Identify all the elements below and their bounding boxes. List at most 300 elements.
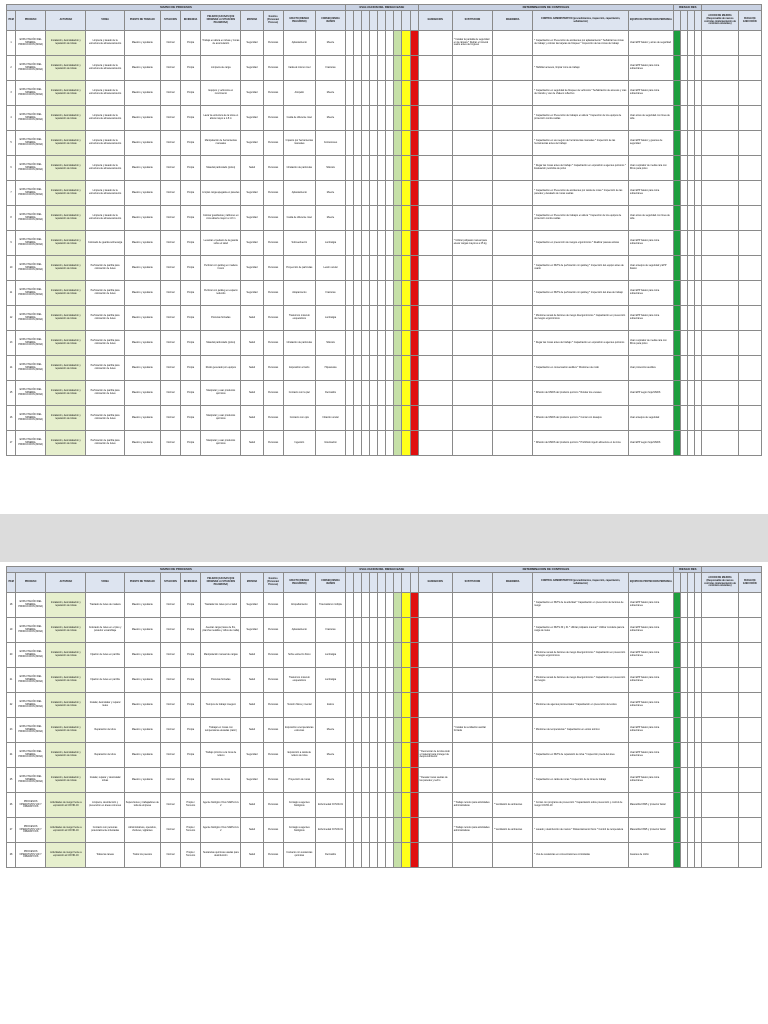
- situacion-cell: Normal: [160, 793, 180, 818]
- eval-cell: [410, 718, 418, 743]
- eval-cell: [386, 743, 394, 768]
- fecha-cell: [738, 56, 761, 81]
- eval-cell: [354, 56, 362, 81]
- eval-cell: [402, 131, 410, 156]
- eval-cell: [354, 406, 362, 431]
- eval-cell: [362, 181, 370, 206]
- actividad-cell: Instalación, desinstalación y reparación de tolvas: [46, 693, 86, 718]
- eval-cell: [346, 31, 354, 56]
- eval-cell: [362, 618, 370, 643]
- eval-cell: [410, 643, 418, 668]
- consecuencia-cell: Lumbalgia: [315, 231, 345, 256]
- fecha-cell: [738, 81, 761, 106]
- eval-cell: [410, 331, 418, 356]
- residual-cell: [674, 406, 681, 431]
- ingenieria-cell: * Ventilación de ambientes: [493, 818, 533, 843]
- control-admin-cell: * Capacitación en Prevención de accidentes por aplastamiento * Señalizar las zonas de trabajo y colocar las tarjetas de bloqueo * Inspección de las zonas de trabajo: [533, 31, 629, 56]
- table-row: [7, 793, 762, 818]
- control-admin-cell: * Lavado y desinfección de manos * Distanciamiento físico * Control de temperatura: [533, 818, 629, 843]
- efecto-cell: Exposición a temperaturas extremas: [283, 718, 315, 743]
- control-admin-cell: * Capacitación en prevención de riesgos ergonómicos * Realizar pausas activas: [533, 231, 629, 256]
- col-header-fecha: FECHA DE EJECUCIÓN: [738, 573, 761, 593]
- residual-cell: [674, 381, 681, 406]
- residual-cell: [681, 793, 688, 818]
- materia-cell: Seguridad: [241, 256, 263, 281]
- col-header-eval: [378, 11, 386, 31]
- residual-cell: [681, 231, 688, 256]
- eval-cell: [378, 56, 386, 81]
- eval-cell: [394, 131, 402, 156]
- item-cell: 16: [7, 406, 16, 431]
- eval-cell: [394, 156, 402, 181]
- ingenieria-cell: [493, 593, 533, 618]
- sustitucion-cell: [452, 131, 492, 156]
- eval-cell: [386, 331, 394, 356]
- consecuencia-cell: Traumatismo múltiple: [315, 593, 345, 618]
- puesto-cell: Maestro y ayudante: [124, 431, 160, 456]
- eval-cell: [346, 206, 354, 231]
- col-header-res: [681, 573, 688, 593]
- col-header-res: [695, 573, 702, 593]
- consecuencia-cell: Fracturas: [315, 281, 345, 306]
- eval-cell: [362, 406, 370, 431]
- epp-cell: Usar arnés de seguridad con línea de vida: [628, 106, 673, 131]
- column-header-row: [7, 573, 762, 593]
- actividad-cell: Actividades de riesgo frente a exposición al COVID-19: [46, 793, 86, 818]
- item-cell: 26: [7, 793, 16, 818]
- eval-cell: [386, 768, 394, 793]
- epp-cell: Usar EPP básico para mina subterránea: [628, 743, 673, 768]
- consecuencia-cell: Muerte: [315, 31, 345, 56]
- table-row: [7, 131, 762, 156]
- puesto-cell: Maestro y ayudante: [124, 206, 160, 231]
- puesto-cell: Maestro y ayudante: [124, 768, 160, 793]
- efecto-cell: Aplastamiento: [283, 618, 315, 643]
- eventos-cell: Personas: [263, 768, 283, 793]
- item-cell: 15: [7, 381, 16, 406]
- eventos-cell: Personas: [263, 668, 283, 693]
- eval-cell: [386, 231, 394, 256]
- residual-cell: [695, 206, 702, 231]
- table-row: [7, 281, 762, 306]
- consecuencia-cell: Dermatitis: [315, 381, 345, 406]
- eval-cell: [410, 156, 418, 181]
- tarea-cell: Limpieza y lavado de la estructura de almacenamiento: [86, 156, 124, 181]
- residual-cell: [688, 181, 695, 206]
- efecto-cell: Trastornos músculo esqueléticos: [283, 668, 315, 693]
- eval-cell: [354, 693, 362, 718]
- eval-cell: [346, 56, 354, 81]
- residual-cell: [681, 643, 688, 668]
- accion-cell: [702, 793, 738, 818]
- eliminacion-cell: [418, 356, 452, 381]
- eval-cell: [410, 843, 418, 868]
- col-header-eval: [394, 11, 402, 31]
- eval-cell: [394, 818, 402, 843]
- residual-cell: [695, 768, 702, 793]
- iperc-table-page-1: [6, 4, 762, 456]
- proceso-cell: EXPLOTACIÓN DEL MINERAL PRODUCCIÓN (MINA): [16, 106, 46, 131]
- control-admin-cell: * Capacitación en Prevención de accidentes por caída de rocas * Inspección de las paredes y desatado de rocas sueltas: [533, 181, 629, 206]
- item-cell: 20: [7, 643, 16, 668]
- incidencia-cell: Propia: [181, 306, 201, 331]
- eval-cell: [402, 231, 410, 256]
- residual-cell: [688, 743, 695, 768]
- situacion-cell: Normal: [160, 618, 180, 643]
- table-row: [7, 718, 762, 743]
- eventos-cell: Personas: [263, 231, 283, 256]
- eval-cell: [370, 181, 378, 206]
- eval-cell: [362, 306, 370, 331]
- sustitucion-cell: [452, 743, 492, 768]
- proceso-cell: PROCESOS OPERATIVOS VID Y OPERATIVOS: [16, 818, 46, 843]
- residual-cell: [695, 306, 702, 331]
- incidencia-cell: Propia: [181, 231, 201, 256]
- efecto-cell: Sobre esfuerzo físico: [283, 643, 315, 668]
- sustitucion-cell: * Utilizar polipasto manual para elevar cargas mayores a 25 kg: [452, 231, 492, 256]
- residual-cell: [674, 131, 681, 156]
- eval-cell: [386, 593, 394, 618]
- table-row: [7, 356, 762, 381]
- residual-cell: [681, 181, 688, 206]
- eval-cell: [402, 818, 410, 843]
- proceso-cell: EXPLOTACIÓN DEL MINERAL PRODUCCIÓN (MINA): [16, 431, 46, 456]
- fecha-cell: [738, 131, 761, 156]
- col-header-eval: [386, 573, 394, 593]
- eval-cell: [354, 106, 362, 131]
- fecha-cell: [738, 743, 761, 768]
- sustitucion-cell: [452, 843, 492, 868]
- accion-cell: [702, 743, 738, 768]
- actividad-cell: Instalación, desinstalación y reparación de tolvas: [46, 356, 86, 381]
- eval-cell: [410, 131, 418, 156]
- eval-cell: [402, 306, 410, 331]
- tarea-cell: Limpieza y lavado de la estructura de almacenamiento: [86, 206, 124, 231]
- ingenieria-cell: [493, 31, 533, 56]
- efecto-cell: Caída de diferente nivel: [283, 206, 315, 231]
- item-cell: 25: [7, 768, 16, 793]
- eval-cell: [346, 381, 354, 406]
- eval-cell: [386, 81, 394, 106]
- actividad-cell: Instalación, desinstalación y reparación de tolvas: [46, 718, 86, 743]
- residual-cell: [688, 768, 695, 793]
- eval-cell: [378, 668, 386, 693]
- eval-cell: [370, 81, 378, 106]
- sustitucion-cell: [452, 693, 492, 718]
- eval-cell: [354, 793, 362, 818]
- peligro-cell: Colocar guardavías y tablones en zona abierta mayor a 1.8 m: [201, 206, 241, 231]
- tarea-cell: Limpieza y lavado de la estructura de almacenamiento: [86, 106, 124, 131]
- eval-cell: [410, 31, 418, 56]
- sustitucion-cell: [452, 381, 492, 406]
- situacion-cell: Normal: [160, 693, 180, 718]
- consecuencia-cell: Estrés: [315, 693, 345, 718]
- ingenieria-cell: [493, 618, 533, 643]
- eval-cell: [410, 743, 418, 768]
- consecuencia-cell: Silicosis: [315, 156, 345, 181]
- table-row: [7, 106, 762, 131]
- situacion-cell: Normal: [160, 181, 180, 206]
- eval-cell: [394, 718, 402, 743]
- tarea-cell: Todas las tareas: [86, 843, 124, 868]
- control-admin-cell: * Capacitación en PETS de perforación con jackleg * Inspección del área de trabajo: [533, 281, 629, 306]
- eliminacion-cell: [418, 818, 452, 843]
- col-header-eval: [394, 573, 402, 593]
- eval-cell: [394, 256, 402, 281]
- proceso-cell: EXPLOTACIÓN DEL MINERAL PRODUCCIÓN (MINA): [16, 381, 46, 406]
- puesto-cell: Maestro y ayudante: [124, 156, 160, 181]
- item-cell: 13: [7, 331, 16, 356]
- fecha-cell: [738, 256, 761, 281]
- residual-cell: [681, 693, 688, 718]
- incidencia-cell: Propia: [181, 56, 201, 81]
- consecuencia-cell: Dermatitis: [315, 843, 345, 868]
- actividad-cell: Actividades de riesgo frente a exposición al COVID-19: [46, 818, 86, 843]
- eval-cell: [386, 106, 394, 131]
- tarea-cell: Contacto con personas potencialmente infectadas: [86, 818, 124, 843]
- item-cell: 18: [7, 593, 16, 618]
- col-header-fecha: FECHA DE EJECUCIÓN: [738, 11, 761, 31]
- table-row: [7, 668, 762, 693]
- residual-cell: [681, 156, 688, 181]
- efecto-cell: Contacto con sustancias químicas: [283, 843, 315, 868]
- table-row: [7, 818, 762, 843]
- eval-cell: [410, 768, 418, 793]
- fecha-cell: [738, 281, 761, 306]
- eval-cell: [394, 843, 402, 868]
- eval-cell: [386, 668, 394, 693]
- materia-cell: Seguridad: [241, 743, 263, 768]
- tarea-cell: Perforación de parrilla para colocación de rieles: [86, 281, 124, 306]
- col-header-control_admin: CONTROL ADMINISTRATIVO (procedimientos, inspección, capacitación, señalización): [533, 573, 629, 593]
- incidencia-cell: Propia: [181, 693, 201, 718]
- tarea-cell: Fijación de rieles en parrilla: [86, 668, 124, 693]
- eval-cell: [402, 668, 410, 693]
- proceso-cell: EXPLOTACIÓN DEL MINERAL PRODUCCIÓN (MINA): [16, 693, 46, 718]
- item-cell: 7: [7, 181, 16, 206]
- eventos-cell: Personas: [263, 718, 283, 743]
- puesto-cell: Maestro y ayudante: [124, 106, 160, 131]
- proceso-cell: EXPLOTACIÓN DEL MINERAL PRODUCCIÓN (MINA): [16, 256, 46, 281]
- eval-cell: [346, 618, 354, 643]
- proceso-cell: PROCESOS OPERATIVOS VID Y OPERATIVOS: [16, 793, 46, 818]
- eval-cell: [378, 231, 386, 256]
- residual-cell: [681, 256, 688, 281]
- situacion-cell: Normal: [160, 106, 180, 131]
- eval-cell: [410, 693, 418, 718]
- eval-cell: [394, 306, 402, 331]
- eval-cell: [362, 331, 370, 356]
- eliminacion-cell: [418, 231, 452, 256]
- eventos-cell: Personas: [263, 643, 283, 668]
- epp-cell: Guantes de nitrilo: [628, 843, 673, 868]
- accion-cell: [702, 131, 738, 156]
- residual-cell: [674, 668, 681, 693]
- puesto-cell: Administrativos, operarios, choferes, vigilantes: [124, 818, 160, 843]
- eval-cell: [402, 206, 410, 231]
- tarea-cell: Reparación de tolva: [86, 743, 124, 768]
- item-cell: 27: [7, 818, 16, 843]
- control-admin-cell: * Monitoreo anual de factores de riesgo disergonómicos * Capacitación en prevención de riesgos: [533, 668, 629, 693]
- eval-cell: [378, 768, 386, 793]
- eliminacion-cell: [418, 181, 452, 206]
- puesto-cell: Maestro y ayudante: [124, 306, 160, 331]
- group-evaluacion: EVALUACION DEL RIESGO BASE: [346, 5, 418, 11]
- eval-cell: [402, 156, 410, 181]
- residual-cell: [674, 206, 681, 231]
- materia-cell: Seguridad: [241, 181, 263, 206]
- eval-cell: [362, 206, 370, 231]
- accion-cell: [702, 31, 738, 56]
- peligro-cell: Ruido generado por equipos: [201, 356, 241, 381]
- eval-cell: [362, 131, 370, 156]
- residual-cell: [681, 818, 688, 843]
- puesto-cell: Maestro y ayudante: [124, 693, 160, 718]
- actividad-cell: Instalación, desinstalación y reparación de tolvas: [46, 331, 86, 356]
- control-admin-cell: * Capacitación en conservación auditiva * Monitoreo de ruido: [533, 356, 629, 381]
- control-admin-cell: * Difusión de MSDS del producto químico * Contar con lavaojos: [533, 406, 629, 431]
- item-cell: 28: [7, 843, 16, 868]
- peligro-cell: Manipular y usar productos químicos: [201, 406, 241, 431]
- eval-cell: [346, 81, 354, 106]
- efecto-cell: Ingestión: [283, 431, 315, 456]
- situacion-cell: Normal: [160, 593, 180, 618]
- eval-cell: [394, 331, 402, 356]
- col-header-accion: ACCION DE MEJORA (Responsable de nuevos controles implementación de controles existentes): [702, 11, 738, 31]
- table-row: [7, 618, 762, 643]
- accion-cell: [702, 381, 738, 406]
- col-header-eval: [346, 573, 354, 593]
- eval-cell: [386, 818, 394, 843]
- eval-cell: [410, 406, 418, 431]
- peligro-cell: Trabajar en zonas con temperaturas elevadas (calor): [201, 718, 241, 743]
- peligro-cell: Tiempos de trabajo inseguro: [201, 693, 241, 718]
- eval-cell: [354, 668, 362, 693]
- eval-cell: [346, 306, 354, 331]
- fecha-cell: [738, 181, 761, 206]
- situacion-cell: Normal: [160, 156, 180, 181]
- eval-cell: [346, 281, 354, 306]
- eval-cell: [410, 668, 418, 693]
- consecuencia-cell: Muerte: [315, 768, 345, 793]
- materia-cell: Salud: [241, 406, 263, 431]
- residual-cell: [695, 106, 702, 131]
- control-admin-cell: * Regar las zonas antes del trabajo * Capacitación en exposición a agentes químicos: [533, 331, 629, 356]
- residual-cell: [688, 256, 695, 281]
- eval-cell: [346, 181, 354, 206]
- situacion-cell: Normal: [160, 668, 180, 693]
- tarea-cell: Limpieza y lavado de la estructura de almacenamiento: [86, 181, 124, 206]
- eval-cell: [394, 668, 402, 693]
- situacion-cell: Normal: [160, 256, 180, 281]
- tarea-cell: Limpieza y lavado de la estructura de almacenamiento: [86, 31, 124, 56]
- incidencia-cell: Propia: [181, 81, 201, 106]
- residual-cell: [695, 56, 702, 81]
- ingenieria-cell: [493, 131, 533, 156]
- eventos-cell: Personas: [263, 818, 283, 843]
- eventos-cell: Personas: [263, 593, 283, 618]
- table-row: [7, 843, 762, 868]
- sustitucion-cell: [452, 156, 492, 181]
- eliminacion-cell: [418, 643, 452, 668]
- epp-cell: Usar EPP básico para mina subterránea: [628, 306, 673, 331]
- eval-cell: [354, 381, 362, 406]
- materia-cell: Salud: [241, 643, 263, 668]
- situacion-cell: Normal: [160, 81, 180, 106]
- eval-cell: [370, 743, 378, 768]
- group-riesgo-res: RIESGO RES: [674, 5, 702, 11]
- eval-cell: [394, 793, 402, 818]
- peligro-cell: Equipos y vehículos en movimiento: [201, 81, 241, 106]
- consecuencia-cell: Contusiones: [315, 131, 345, 156]
- eval-cell: [410, 793, 418, 818]
- eval-cell: [354, 843, 362, 868]
- accion-cell: [702, 768, 738, 793]
- consecuencia-cell: Fracturas: [315, 618, 345, 643]
- eval-cell: [394, 106, 402, 131]
- eventos-cell: Personas: [263, 431, 283, 456]
- accion-cell: [702, 231, 738, 256]
- eval-cell: [354, 281, 362, 306]
- col-header-materia: MATERIA: [241, 11, 263, 31]
- eval-cell: [378, 356, 386, 381]
- fecha-cell: [738, 668, 761, 693]
- sustitucion-cell: * Instalar la ventilación auxiliar forzada: [452, 718, 492, 743]
- tarea-cell: Limpieza y lavado de la estructura de almacenamiento: [86, 81, 124, 106]
- eventos-cell: Personas: [263, 156, 283, 181]
- situacion-cell: Normal: [160, 231, 180, 256]
- col-header-situacion: SITUACION: [160, 11, 180, 31]
- epp-cell: Usar respirador de media cara con filtros para polvo: [628, 331, 673, 356]
- peligro-cell: Manipulación manual de cargas: [201, 643, 241, 668]
- materia-cell: Salud: [241, 693, 263, 718]
- eval-cell: [394, 768, 402, 793]
- eval-cell: [362, 256, 370, 281]
- efecto-cell: Inhalación de partículas: [283, 331, 315, 356]
- actividad-cell: Instalación, desinstalación y reparación de tolvas: [46, 106, 86, 131]
- puesto-cell: Maestro y ayudante: [124, 231, 160, 256]
- accion-cell: [702, 331, 738, 356]
- consecuencia-cell: Muerte: [315, 743, 345, 768]
- eval-cell: [394, 206, 402, 231]
- consecuencia-cell: Muerte: [315, 106, 345, 131]
- eval-cell: [354, 331, 362, 356]
- eval-cell: [354, 206, 362, 231]
- puesto-cell: Maestro y ayudante: [124, 281, 160, 306]
- table-row: [7, 206, 762, 231]
- ingenieria-cell: [493, 231, 533, 256]
- sustitucion-cell: [452, 431, 492, 456]
- residual-cell: [674, 793, 681, 818]
- accion-cell: [702, 81, 738, 106]
- actividad-cell: Instalación, desinstalación y reparación de tolvas: [46, 406, 86, 431]
- epp-cell: Usar protección auditiva: [628, 356, 673, 381]
- eval-cell: [346, 131, 354, 156]
- residual-cell: [688, 156, 695, 181]
- eval-cell: [410, 81, 418, 106]
- control-admin-cell: * Contar con programa de prevención * Capacitación sobre prevención y control de riesgo COVID-19: [533, 793, 629, 818]
- table-row: [7, 331, 762, 356]
- actividad-cell: Actividades de riesgo frente a exposición al COVID-19: [46, 843, 86, 868]
- eventos-cell: Personas: [263, 256, 283, 281]
- eval-cell: [362, 843, 370, 868]
- fecha-cell: [738, 381, 761, 406]
- sustitucion-cell: [452, 81, 492, 106]
- proceso-cell: EXPLOTACIÓN DEL MINERAL PRODUCCIÓN (MINA): [16, 81, 46, 106]
- sustitucion-cell: [452, 56, 492, 81]
- eval-cell: [370, 156, 378, 181]
- control-admin-cell: * Monitoreo anual de factores de riesgo disergonómicos * Capacitación en prevención de riesgos ergonómicos: [533, 306, 629, 331]
